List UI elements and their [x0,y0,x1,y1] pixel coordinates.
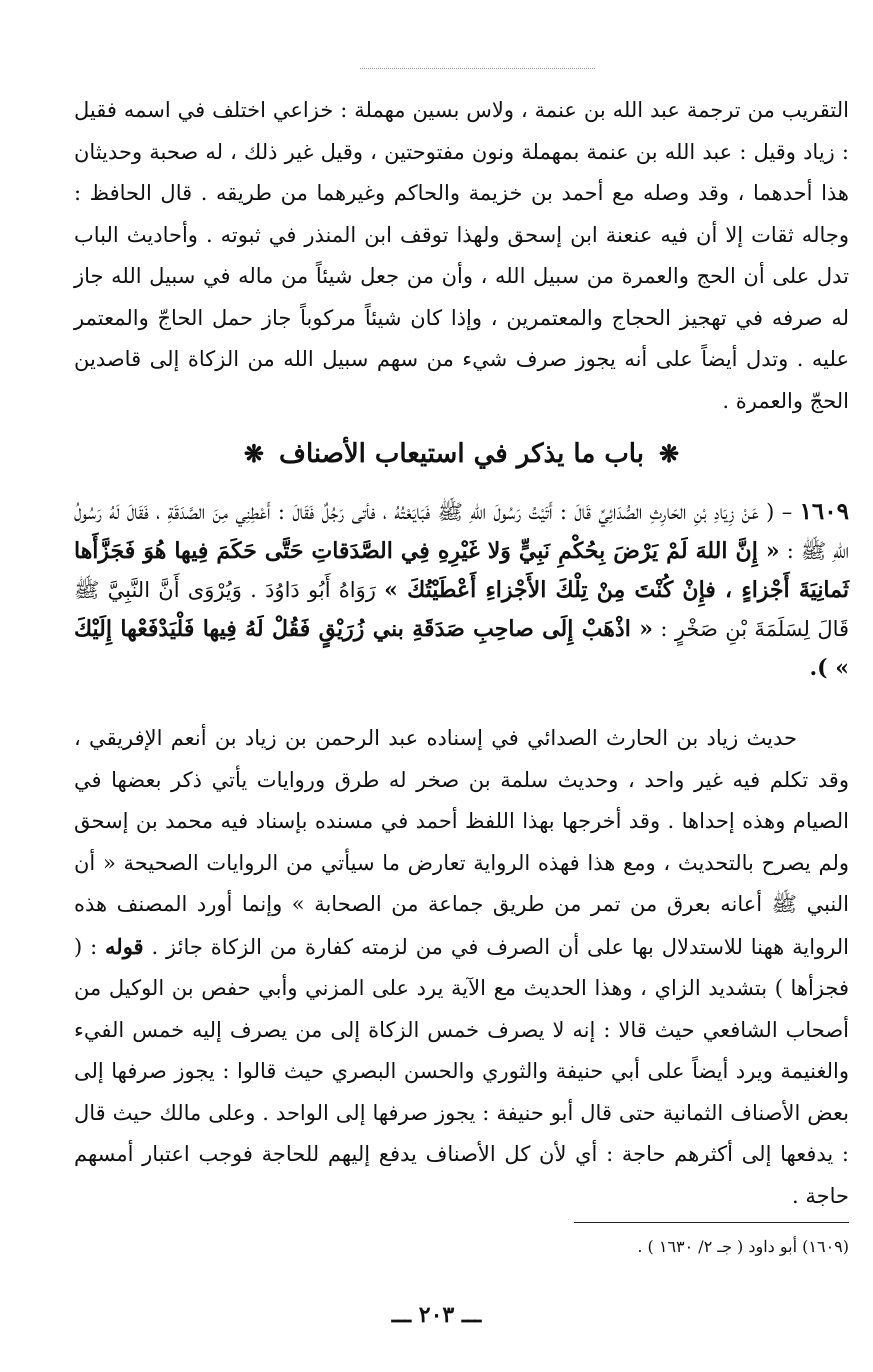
paragraph-1-text: التقريب من ترجمة عبد الله بن عنمة ، ولاس بسين مهملة : خزاعي اختلف في اسمه فقيل : زياد وقيل : عبد الله بن عنمة بمهملة ونون مفتوحتين ، وقيل غير ذلك ، له صحبة وحديثان هذا أحدهما ، وقد وصله مع أحمد بن خزيمة والحاكم وغيرهما من طريقه . قال الحافظ : وجاله ثقات إلا أن فيه عنعنة ابن إسحق ولهذا توقف ابن المنذر في ثبوته . وأحاديث الباب تدل على أن الحج والعمرة من سبيل الله ، وأن من جعل شيئاً من ماله في سبيل الله جاز له صرفه في تهجيز الحجاج والمعتمرين ، وإذا كان شيئاً مركوباً جاز حمل الحاجّ والمعتمر عليه . وتدل أيضاً على أنه يجوز صرف شيء من سهم سبيل الله من الزكاة إلى قاصدين الحجّ والعمرة . [74,98,849,413]
commentary-paragraph-2 [74,718,849,1217]
page-number-text: ـــ ٢٠٣ ـــ [391,1302,482,1328]
footnote-rule [574,1222,849,1223]
bold-label-qawluhu: قوله [105,933,144,959]
ornament-star-icon: ❋ [659,439,680,468]
ornament-star-icon: ❋ [243,439,264,468]
footnote [74,1234,849,1260]
section-heading-text: باب ما يذكر في استيعاب الأصناف [279,439,644,469]
section-heading [74,432,849,476]
paragraph-2-part-2: : ( فجزأها ) بتشديد الزاي ، وهذا الحديث مع الآية يرد على المزني وأبي حفص بن الوكيل من أصحاب الشافعي حيث قالا : إنه لا يصرف خمس الزكاة إلى من يصرف إليه خمس الفيء والغنيمة ويرد أيضاً على أبي حنيفة والثوري والحسن البصري حيث قالوا : يجوز صرفها إلى بعض الأصناف الثمانية حتى قال أبو حنيفة : يجوز صرفها إلى الواحد . وعلى مالك حيث قال : يدفعها إلى أكثرهم حاجة : أي لأن كل الأصناف يدفع إليهم للحاجة فوجب اعتبار أمسهم حاجة . [74,934,849,1208]
commentary-paragraph-1 [74,90,849,422]
top-dotted-rule [360,68,595,69]
page-number [0,1302,873,1328]
hadith-block [74,492,849,688]
footnote-text: (١٦٠٩) أبو داود ( جـ ٢/ ١٦٣٠ ) . [637,1237,849,1256]
hadith-number: ١٦٠٩ [799,498,849,525]
prophet-speech-2: « اذْهَبْ إِلَى صاحِبِ صَدَقَةِ بني زُرَيْقٍ فَقُلْ لَهُ فِيها فَلْيَدْفَعْها إِلَيْكَ » ). [74,616,849,681]
hadith-narration-2: رَوَاهُ أَبُو دَاوُدَ . وَيُرْوَى أَنَّ النَّبِيَّ ﷺ قَالَ لِسَلَمَةَ بْنِ صَخْرٍ : [74,578,850,641]
hadith-narration-1: – ( عَنْ زِيَادِ بْنِ الحَارِثِ الصُّدَائِيِّ قَالَ : أَتَيْتُ رَسُولَ اللهِ ﷺ فَبَايَعْتُهُ ، فأتى رَجُلٌ فَقَالَ : أَعْطِنِي مِنَ الصَّدَقَةِ ، فَقَالَ لَهُ رَسُولُ اللهِ ﷺ : [74,500,849,563]
prophet-speech-1: « إِنَّ اللهَ لَمْ يَرْضَ بِحُكْمِ نَبِيٍّ وَلا غَيْرِهِ فِي الصَّدَقاتِ حَتَّى حَكَمَ فِيها هُوَ فَجَزَّأَها ثَمانِيَةَ أَجْزاءٍ ، فإِنْ كُنْتَ مِنْ تِلْكَ الأَجْزاءِ أَعْطَيْتُكَ » [74,538,849,603]
paragraph-2-part-1: حديث زياد بن الحارث الصدائي في إسناده عبد الرحمن بن زياد بن أنعم الإفريقي ، وقد تكلم فيه غير واحد ، وحديث سلمة بن صخر له طرق وروايات يأتي ذكر بعضها في الصيام وهذه إحداها . وقد أخرجها بهذا اللفظ أحمد في مسنده بإسناد فيه محمد بن إسحق ولم يصرح بالتحديث ، ومع هذا فهذه الرواية تعارض ما سيأتي من الروايات الصحيحة « أن النبي ﷺ أعانه بعرق من تمر من طريق جماعة من الصحابة » وإنما أورد المصنف هذه الرواية ههنا للاستدلال بها على أن الصرف في من لزمته كفارة من الزكاة جائز . [74,726,850,959]
